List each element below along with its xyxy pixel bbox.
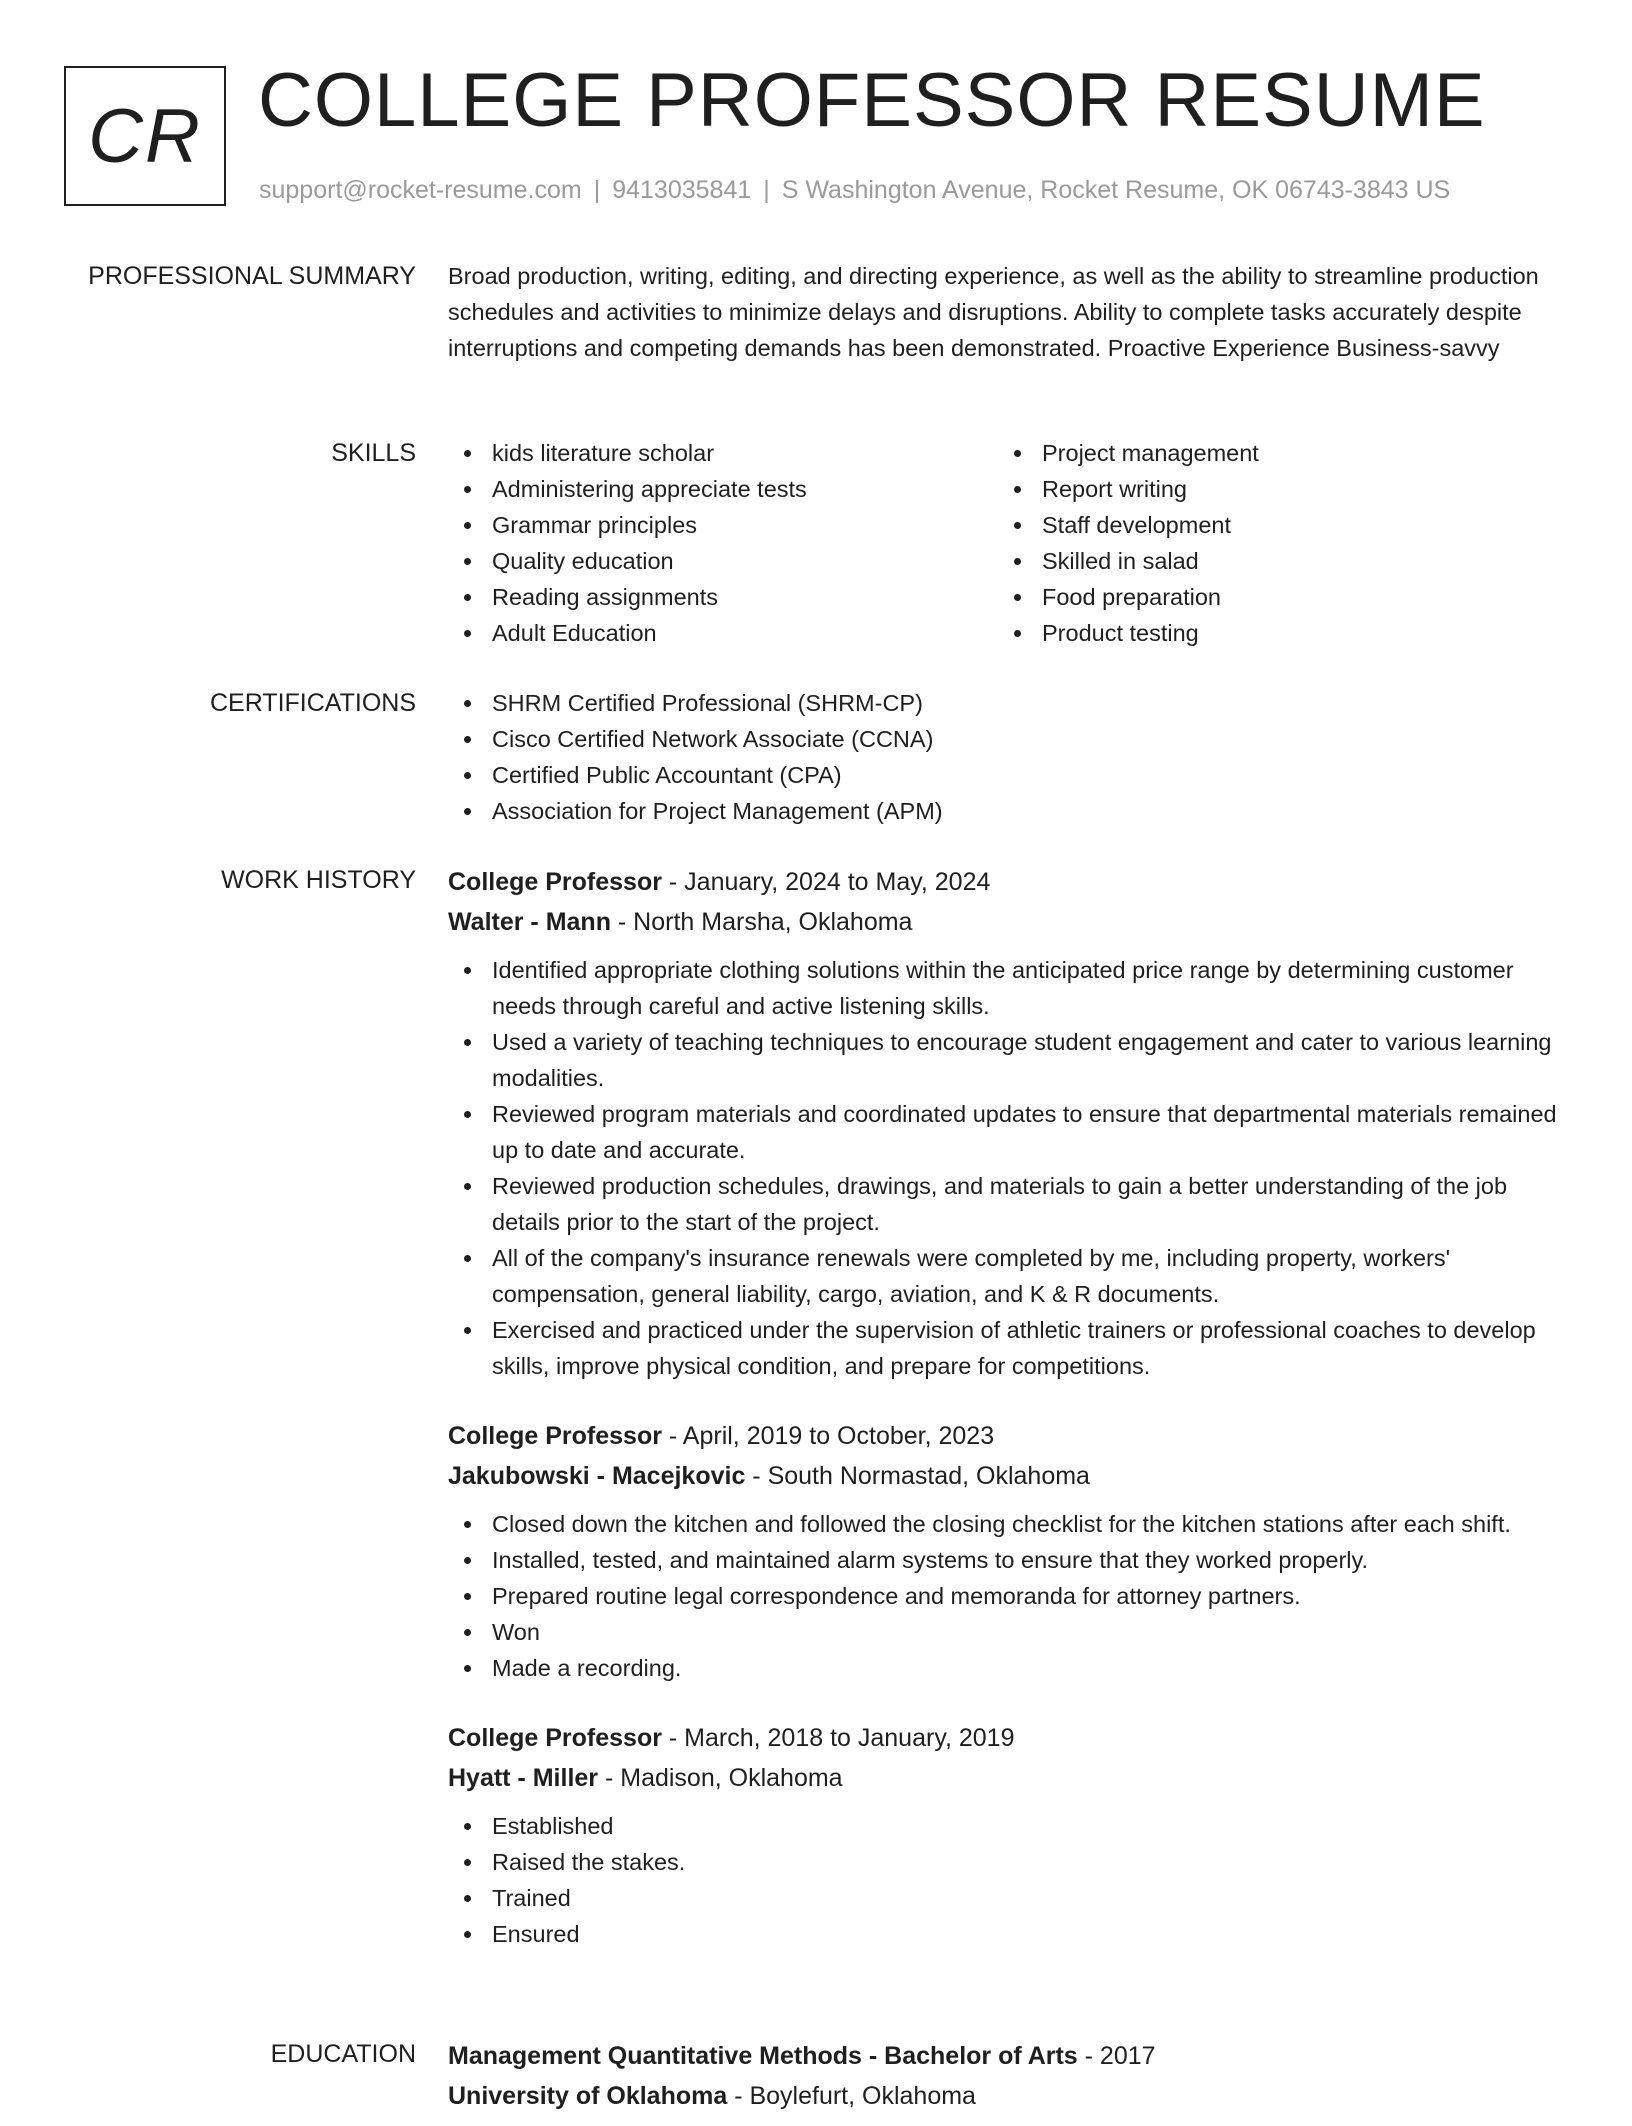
skill-item: Skilled in salad [998,543,1548,579]
skill-item: kids literature scholar [448,435,998,471]
job-title-line [448,862,1568,902]
education-school: University of Oklahoma [448,2082,728,2110]
contact-separator: | [763,176,770,204]
job-bullets [448,952,1568,1384]
job-location: - South Normastad, Oklahoma [745,1462,1090,1490]
skill-item: Quality education [448,543,998,579]
summary-text: Broad production, writing, editing, and directing experience, as well as the ability to streamline production schedules and activities to minimize delays and disruptions. Ability to complete tasks accurately despite interruptions and competing demands has been demonstrated. Proactive Experience Business-savvy [448,263,1539,361]
skill-item: Staff development [998,507,1548,543]
education-location: - Boylefurt, Oklahoma [727,2082,976,2110]
job-company: Jakubowski - Macejkovic [448,1462,746,1490]
monogram-text: CR [88,93,202,179]
work-history-body [448,862,1568,1984]
education-year: - 2017 [1077,2042,1156,2070]
skill-item: Product testing [998,615,1548,651]
job-dates: - January, 2024 to May, 2024 [661,868,991,896]
contact-email[interactable]: support@rocket-resume.com [259,176,582,204]
job-bullet: Reviewed production schedules, drawings, and materials to gain a better understanding of the job details prior to the start of the project. [448,1168,1568,1240]
job-bullet: Reviewed program materials and coordinated updates to ensure that departmental materials remained up to date and accurate. [448,1096,1568,1168]
education-school-line [448,2076,1568,2116]
job-bullet: Installed, tested, and maintained alarm systems to ensure that they worked properly. [448,1542,1568,1578]
education-degree: Management Quantitative Methods - Bachelor of Arts [448,2042,1078,2070]
skills-body [448,435,1568,651]
job-entry [448,862,1568,1384]
skills-list-left [448,435,998,651]
section-label-summary: PROFESSIONAL SUMMARY [88,262,416,290]
job-company: Walter - Mann [448,908,611,936]
job-dates: - March, 2018 to January, 2019 [661,1724,1015,1752]
skill-item: Adult Education [448,615,998,651]
section-label-skills: SKILLS [331,439,416,467]
certification-item: Certified Public Accountant (CPA) [448,757,1568,793]
job-dates: - April, 2019 to October, 2023 [661,1422,995,1450]
job-company-line [448,1758,1568,1798]
job-bullet: Ensured [448,1916,1568,1952]
contact-phone[interactable]: 9413035841 [612,176,752,204]
job-bullet: Established [448,1808,1568,1844]
contact-separator: | [593,176,601,204]
job-bullet: Used a variety of teaching techniques to encourage student engagement and cater to various learning modalities. [448,1024,1568,1096]
job-bullet: Prepared routine legal correspondence and memoranda for attorney partners. [448,1578,1568,1614]
section-label-work-history: WORK HISTORY [221,866,416,894]
job-bullet: Trained [448,1880,1568,1916]
job-location: - Madison, Oklahoma [598,1764,843,1792]
contact-line [259,174,1450,206]
skill-item: Reading assignments [448,579,998,615]
job-bullet: Closed down the kitchen and followed the closing checklist for the kitchen stations after each shift. [448,1506,1568,1542]
section-label-certifications: CERTIFICATIONS [209,689,416,717]
education-body [448,2036,1568,2126]
job-bullet: Identified appropriate clothing solutions within the anticipated price range by determining customer needs through careful and active listening skills. [448,952,1568,1024]
job-title-line [448,1718,1568,1758]
skill-item: Grammar principles [448,507,998,543]
job-location: - North Marsha, Oklahoma [610,908,913,936]
skill-item: Report writing [998,471,1548,507]
skill-item: Project management [998,435,1548,471]
certification-item: SHRM Certified Professional (SHRM-CP) [448,685,1568,721]
job-bullets [448,1808,1568,1952]
contact-address: S Washington Avenue, Rocket Resume, OK 06743-3843 US [781,176,1451,204]
job-entry [448,1416,1568,1686]
certifications-body [448,685,1568,829]
certifications-list [448,685,1568,829]
job-title: College Professor [448,1724,662,1752]
certification-item: Cisco Certified Network Associate (CCNA) [448,721,1568,757]
monogram-badge [64,66,226,206]
job-bullet: Won [448,1614,1568,1650]
job-bullet: Exercised and practiced under the supervision of athletic trainers or professional coaches to develop skills, improve physical condition, and prepare for competitions. [448,1312,1568,1384]
job-bullets [448,1506,1568,1686]
job-bullet: Made a recording. [448,1650,1568,1686]
job-company-line [448,1456,1568,1496]
job-bullet: Raised the stakes. [448,1844,1568,1880]
job-title: College Professor [448,1422,662,1450]
skills-list-right [998,435,1548,651]
resume-title: COLLEGE PROFESSOR RESUME [258,58,1486,143]
education-degree-line [448,2036,1568,2076]
job-entry [448,1718,1568,1952]
job-title: College Professor [448,868,662,896]
skill-item: Administering appreciate tests [448,471,998,507]
job-company-line [448,902,1568,942]
job-company: Hyatt - Miller [448,1764,599,1792]
job-title-line [448,1416,1568,1456]
skill-item: Food preparation [998,579,1548,615]
section-label-education: EDUCATION [270,2040,416,2068]
certification-item: Association for Project Management (APM) [448,793,1568,829]
job-bullet: All of the company's insurance renewals were completed by me, including property, workers' compensation, general liability, cargo, aviation, and K & R documents. [448,1240,1568,1312]
